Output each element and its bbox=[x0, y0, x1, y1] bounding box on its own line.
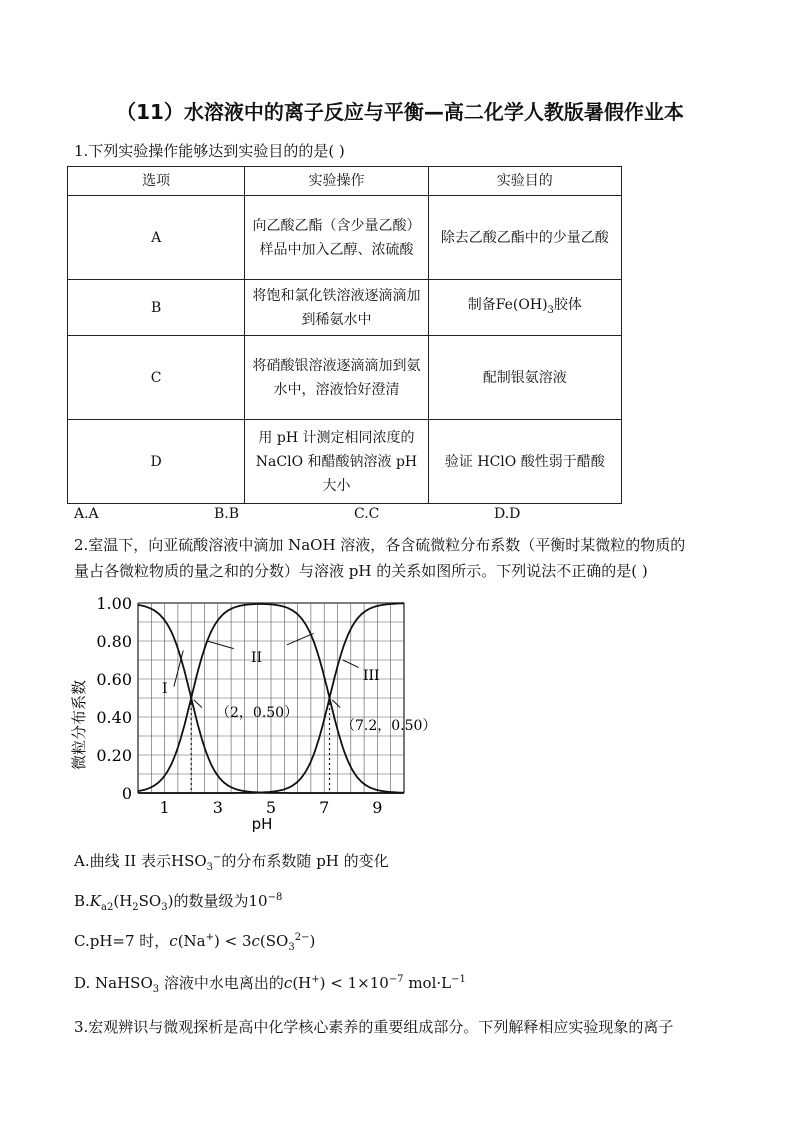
optD-prefix: D. NaHSO bbox=[74, 974, 153, 992]
q1-options bbox=[74, 506, 634, 522]
table-cell: B bbox=[68, 280, 245, 336]
y-tick-label: 0.40 bbox=[96, 708, 132, 727]
leader-line-i bbox=[174, 651, 183, 687]
y-tick-label: 0.20 bbox=[96, 746, 132, 765]
optB-prefix: B. bbox=[74, 892, 90, 910]
page-title: （11）水溶液中的离子反应与平衡—高二化学人教版暑假作业本 bbox=[116, 100, 684, 124]
option-d[interactable]: D.D bbox=[494, 506, 521, 522]
goal-prefix: 制备 bbox=[467, 296, 496, 313]
optB-base: 10 bbox=[248, 892, 268, 910]
q2-stem-line2: 量占各微粒物质的量之和的分数）与溶液 pH 的关系如图所示。下列说法不正确的是( ) bbox=[74, 562, 648, 580]
q2-option-d: D. NaHSO$_3$ 溶液中水电离出的$c(H^+) < 1\times 10^{-7}$ $mol\cdot L^{-1}$ bbox=[74, 974, 466, 995]
curve-label-ii: II bbox=[251, 650, 263, 666]
table-cell: 除去乙酸乙酯中的少量乙酸 bbox=[428, 196, 621, 280]
q2-stem-line1: 2.室温下，向亚硫酸溶液中滴加 NaOH 溶液，各含硫微粒分布系数（平衡时某微粒的物质的 bbox=[74, 536, 686, 554]
table-row bbox=[68, 196, 622, 280]
x-axis-label: pH bbox=[251, 815, 273, 833]
hso3-formula: $HSO_3^-$ bbox=[171, 852, 222, 873]
q2-option-b bbox=[74, 890, 282, 913]
optA-suffix: 的分布系数随 pH 的变化 bbox=[221, 852, 389, 870]
table-header: 实验目的 bbox=[428, 167, 621, 196]
table-cell: 用 pH 计测定相同浓度的 NaClO 和醋酸钠溶液 pH 大小 bbox=[245, 420, 428, 504]
table-cell: 将硝酸银溶液逐滴滴加到氨水中，溶液恰好澄清 bbox=[245, 336, 428, 420]
optD-unit: mol·L bbox=[403, 974, 452, 992]
q1-stem: 1.下列实验操作能够达到实验目的的是( ) bbox=[74, 142, 345, 160]
table-cell: C bbox=[68, 336, 245, 420]
x-tick-label: 1 bbox=[159, 798, 170, 817]
option-c[interactable]: C.C bbox=[354, 506, 380, 522]
table-row bbox=[68, 420, 622, 504]
table-header: 选项 bbox=[68, 167, 245, 196]
y-tick-label: 1.00 bbox=[96, 594, 132, 613]
chart-grid bbox=[138, 603, 404, 793]
table-cell: 验证 HClO 酸性弱于醋酸 bbox=[428, 420, 621, 504]
leader-line-ii-b bbox=[287, 633, 314, 644]
annotation-pka2: （7.2，0.50） bbox=[341, 718, 437, 734]
table-cell bbox=[428, 280, 621, 336]
optA-prefix: A.曲线 II 表示 bbox=[74, 852, 171, 870]
optB-suffix: 的数量级为 bbox=[173, 892, 249, 910]
table-cell: D bbox=[68, 420, 245, 504]
curve-label-iii: III bbox=[363, 668, 380, 684]
fe-oh-formula: Fe(OH) bbox=[495, 296, 548, 313]
goal-suffix: 胶体 bbox=[553, 296, 582, 313]
optD-middle: 溶液中水电离出的 bbox=[159, 974, 284, 992]
table-cell: 向乙酸乙酯（含少量乙酸）样品中加入乙醇、浓硫酸 bbox=[245, 196, 428, 280]
ka2-formula: $K_{a2}(H_2SO_3)$ bbox=[89, 892, 174, 913]
table-row bbox=[68, 280, 622, 336]
optB-exponent: −8 bbox=[267, 892, 283, 903]
y-tick-label: 0.60 bbox=[96, 670, 132, 689]
optD-formula: $c(H^+) < 1\times 10^{-7}$ bbox=[283, 974, 404, 992]
x-tick-label: 3 bbox=[212, 798, 223, 817]
q1-table bbox=[67, 166, 622, 504]
optD-unit-exponent: −1 bbox=[451, 974, 466, 985]
table-cell: 配制银氨溶液 bbox=[428, 336, 621, 420]
option-b[interactable]: B.B bbox=[214, 506, 240, 522]
curve-label-i: I bbox=[162, 681, 168, 697]
leader-line-ii bbox=[207, 641, 234, 649]
table-row bbox=[68, 336, 622, 420]
table-cell: 将饱和氯化铁溶液逐滴滴加到稀氨水中 bbox=[245, 280, 428, 336]
optC-prefix: C.pH=7 时， bbox=[74, 932, 170, 950]
q2-option-a bbox=[74, 850, 389, 873]
formula-subscript: 3 bbox=[547, 304, 554, 316]
y-axis-label: 微粒分布系数 bbox=[70, 679, 88, 771]
q2-option-c bbox=[74, 930, 315, 953]
y-tick-label: 0.80 bbox=[96, 632, 132, 651]
distribution-chart bbox=[66, 585, 437, 835]
leader-line-pka2 bbox=[332, 700, 340, 708]
optC-formula: $c(Na^+) < 3c(SO_3^{2-})$ bbox=[169, 932, 316, 953]
option-a[interactable]: A.A bbox=[74, 506, 99, 522]
leader-line-pka1 bbox=[194, 700, 202, 708]
annotation-pka1: （2，0.50） bbox=[216, 705, 299, 721]
x-tick-label: 7 bbox=[319, 798, 330, 817]
table-header: 实验操作 bbox=[245, 167, 428, 196]
q3-stem: 3.宏观辨识与微观探析是高中化学核心素养的重要组成部分。下列解释相应实验现象的离子 bbox=[74, 1018, 674, 1036]
y-tick-label: 0 bbox=[121, 784, 132, 803]
x-tick-label: 5 bbox=[265, 798, 277, 817]
table-cell: A bbox=[68, 196, 245, 280]
x-tick-label: 9 bbox=[372, 798, 383, 817]
